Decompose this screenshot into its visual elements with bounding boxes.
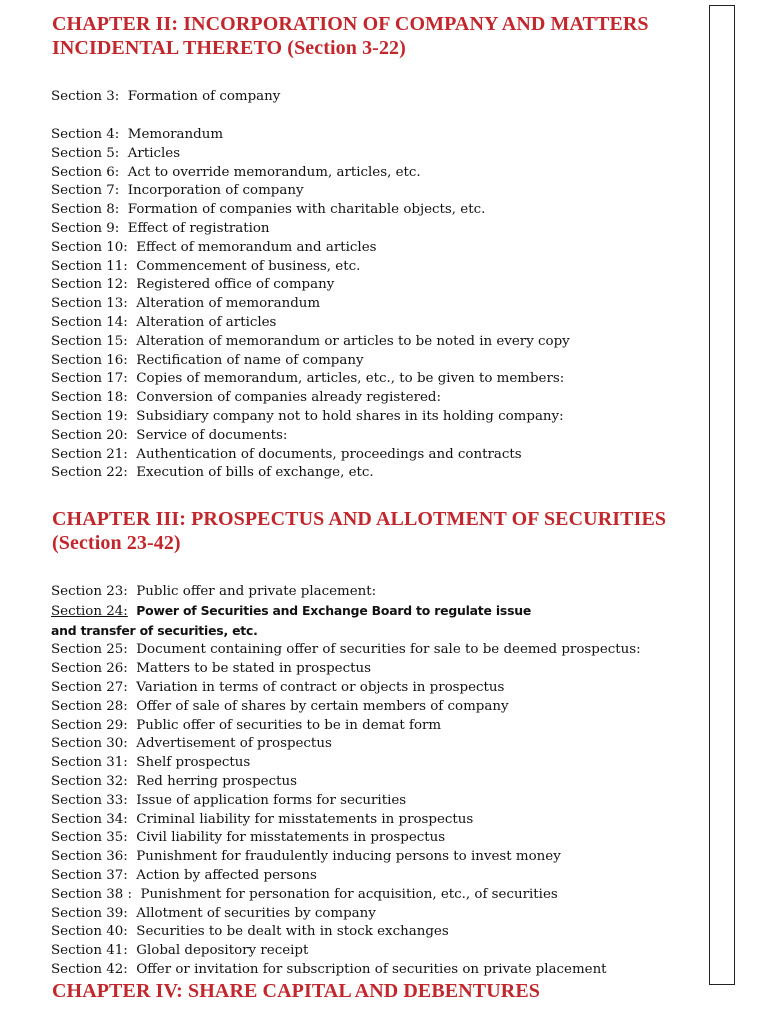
section-number: Section 16: <box>51 352 128 368</box>
section-number: Section 28: <box>51 698 128 714</box>
section-item <box>51 276 570 295</box>
section-item <box>51 239 570 258</box>
section-item <box>51 717 641 736</box>
section-title: Matters to be stated in prospectus <box>136 661 371 677</box>
section-number: Section 10: <box>51 239 128 255</box>
section-number: Section 5: <box>51 145 120 161</box>
section-title: Power of Securities and Exchange Board to regulate issue <box>136 602 532 618</box>
section-number: Section 20: <box>51 427 128 443</box>
chapter-2-heading-line-2: INCIDENTAL THERETO (Section 3-22) <box>52 37 406 59</box>
section-item <box>51 961 641 980</box>
section-number: Section 30: <box>51 736 128 752</box>
section-title: Civil liability for misstatements in prospectus <box>136 830 446 846</box>
section-title: Offer or invitation for subscription of securities on private placement <box>136 961 607 977</box>
section-item <box>51 446 570 465</box>
section-item <box>51 754 641 773</box>
section-number: Section 25: <box>51 642 128 658</box>
section-title: Conversion of companies already registered: <box>136 390 441 406</box>
section-title: Issue of application forms for securities <box>136 792 407 808</box>
section-item <box>51 698 641 717</box>
section-title: Alteration of articles <box>136 314 277 330</box>
chapter-3-heading-line-2: (Section 23-42) <box>52 532 181 554</box>
section-title: Red herring prospectus <box>136 773 297 789</box>
section-number: Section 38 : <box>51 886 133 902</box>
chapter-2-heading <box>52 12 649 60</box>
section-number: Section 13: <box>51 296 128 312</box>
section-title: Commencement of business, etc. <box>136 258 361 274</box>
chapter-3-heading-line-1: CHAPTER III: PROSPECTUS AND ALLOTMENT OF SECURITIES <box>52 508 667 530</box>
section-item <box>51 867 641 886</box>
section-number: Section 4: <box>51 127 120 142</box>
section-item <box>51 295 570 314</box>
section-item <box>51 333 570 352</box>
section-number: Section 7: <box>51 183 120 199</box>
section-item <box>51 370 570 389</box>
section-item <box>51 923 641 942</box>
section-title: Execution of bills of exchange, etc. <box>136 465 374 481</box>
section-number: Section 6: <box>51 164 120 180</box>
section-number: Section 24: <box>51 603 128 619</box>
chapter-2-first-list <box>51 88 280 107</box>
section-item <box>51 220 570 239</box>
section-title: Offer of sale of shares by certain members of company <box>136 698 509 714</box>
section-item <box>51 641 641 660</box>
chapter-3-heading <box>52 507 666 555</box>
section-title-continued: and transfer of securities, etc. <box>51 622 258 638</box>
section-number: Section 35: <box>51 830 128 846</box>
section-number: Section 19: <box>51 408 128 424</box>
section-number: Section 21: <box>51 446 128 462</box>
section-number: Section 8: <box>51 202 120 218</box>
section-title: Effect of registration <box>127 220 270 236</box>
chapter-4-heading <box>52 979 540 1003</box>
section-number: Section 14: <box>51 314 128 330</box>
section-item <box>51 735 641 754</box>
section-item <box>51 905 641 924</box>
section-title: Rectification of name of company <box>136 352 364 368</box>
section-item <box>51 389 570 408</box>
section-item <box>51 352 570 371</box>
section-item-continued <box>51 622 641 642</box>
section-title: Advertisement of prospectus <box>136 736 332 752</box>
section-title: Punishment for fraudulently inducing persons to invest money <box>136 849 561 865</box>
section-title: Registered office of company <box>136 277 335 293</box>
section-title: Public offer and private placement: <box>136 584 377 599</box>
section-item <box>51 427 570 446</box>
section-number: Section 40: <box>51 924 128 940</box>
section-title: Public offer of securities to be in demat form <box>136 717 442 733</box>
section-title: Articles <box>127 145 181 161</box>
section-item <box>51 792 641 811</box>
section-item <box>51 773 641 792</box>
section-item <box>51 145 570 164</box>
section-item <box>51 886 641 905</box>
section-item <box>51 811 641 830</box>
section-item <box>51 164 570 183</box>
section-title: Global depository receipt <box>136 943 309 959</box>
section-number: Section 22: <box>51 465 128 481</box>
section-item <box>51 201 570 220</box>
section-number: Section 37: <box>51 867 128 883</box>
section-title: Formation of company <box>127 89 281 104</box>
section-number: Section 27: <box>51 679 128 695</box>
section-title: Document containing offer of securities for sale to be deemed prospectus: <box>136 642 641 658</box>
section-item <box>51 942 641 961</box>
section-number: Section 36: <box>51 849 128 865</box>
section-title: Subsidiary company not to hold shares in its holding company: <box>136 408 564 424</box>
section-title: Shelf prospectus <box>136 755 251 771</box>
section-title: Criminal liability for misstatements in prospectus <box>136 811 474 827</box>
section-item <box>51 464 570 483</box>
section-number: Section 17: <box>51 371 128 387</box>
section-item <box>51 182 570 201</box>
section-item <box>51 848 641 867</box>
section-title: Allotment of securities by company <box>136 905 376 921</box>
section-item <box>51 314 570 333</box>
section-item <box>51 126 570 145</box>
chapter-3-section-list <box>51 583 641 980</box>
margin-frame <box>709 5 735 985</box>
section-number: Section 34: <box>51 811 128 827</box>
section-title: Action by affected persons <box>136 867 317 883</box>
section-number: Section 29: <box>51 717 128 733</box>
chapter-2-section-list <box>51 126 570 483</box>
section-title: Service of documents: <box>136 427 288 443</box>
section-title: Alteration of memorandum or articles to be noted in every copy <box>136 333 570 349</box>
section-title: Effect of memorandum and articles <box>136 239 377 255</box>
section-number: Section 33: <box>51 792 128 808</box>
section-number: Section 42: <box>51 961 128 977</box>
section-title: Formation of companies with charitable objects, etc. <box>127 202 486 218</box>
chapter-2-heading-line-1: CHAPTER II: INCORPORATION OF COMPANY AND MATTERS <box>52 13 649 35</box>
section-number: Section 12: <box>51 277 128 293</box>
section-number: Section 3: <box>51 89 120 104</box>
section-item <box>51 829 641 848</box>
section-title: Alteration of memorandum <box>136 296 321 312</box>
section-number: Section 32: <box>51 773 128 789</box>
section-item <box>51 602 641 622</box>
section-title: Securities to be dealt with in stock exchanges <box>136 924 449 940</box>
section-number: Section 11: <box>51 258 128 274</box>
section-title: Variation in terms of contract or objects in prospectus <box>136 679 505 695</box>
section-number: Section 18: <box>51 390 128 406</box>
section-item <box>51 408 570 427</box>
section-title: Incorporation of company <box>127 183 304 199</box>
section-title: Authentication of documents, proceedings and contracts <box>136 446 522 462</box>
section-item <box>51 88 280 107</box>
section-item <box>51 583 641 602</box>
section-number: Section 39: <box>51 905 128 921</box>
section-number: Section 31: <box>51 755 128 771</box>
section-number: Section 41: <box>51 943 128 959</box>
section-title: Act to override memorandum, articles, etc. <box>127 164 421 180</box>
section-title: Copies of memorandum, articles, etc., to be given to members: <box>136 371 565 387</box>
section-number: Section 23: <box>51 584 128 599</box>
section-item <box>51 660 641 679</box>
section-number: Section 15: <box>51 333 128 349</box>
chapter-4-heading-line-1: CHAPTER IV: SHARE CAPITAL AND DEBENTURES <box>52 980 540 1002</box>
section-number: Section 26: <box>51 661 128 677</box>
section-number: Section 9: <box>51 220 120 236</box>
section-title: Memorandum <box>127 127 224 142</box>
section-item <box>51 258 570 277</box>
section-item <box>51 679 641 698</box>
section-title: Punishment for personation for acquisition, etc., of securities <box>140 886 558 902</box>
